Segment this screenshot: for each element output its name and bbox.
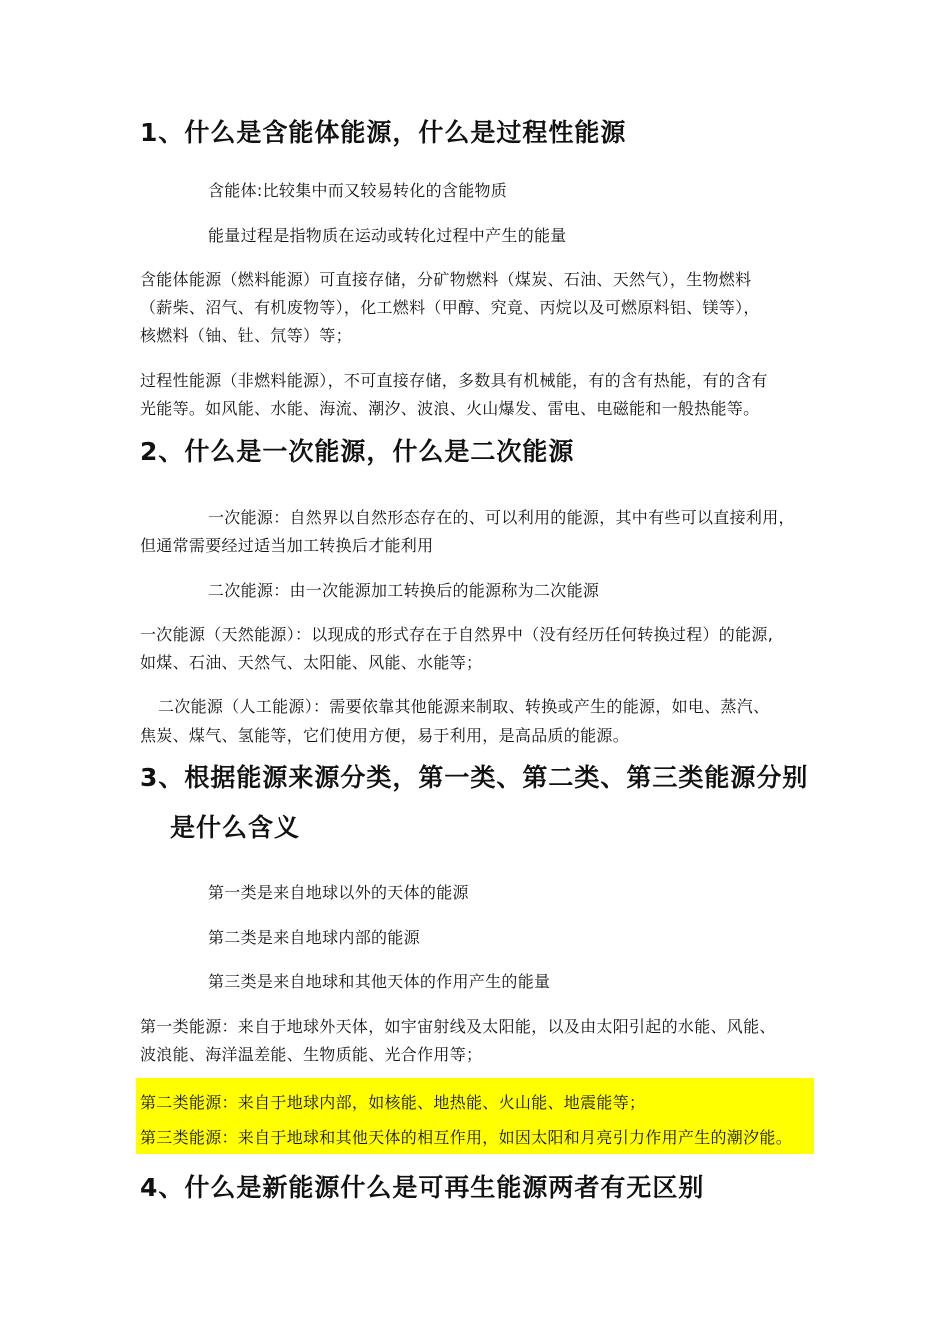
text-line: 焦炭、煤气、氢能等，它们使用方便，易于利用，是高品质的能源。 (140, 726, 630, 745)
text-line: 一次能源：自然界以自然形态存在的、可以利用的能源，其中有些可以直接利用， (208, 508, 795, 527)
section-3-heading: 3、根据能源来源分类，第一类、第二类、第三类能源分别 (140, 763, 809, 792)
section-2-heading: 2、什么是一次能源，什么是二次能源 (140, 437, 575, 466)
text-line: 第一类能源：来自于地球外天体，如宇宙射线及太阳能，以及由太阳引起的水能、风能、 (140, 1017, 776, 1036)
section-4-heading: 4、什么是新能源什么是可再生能源两者有无区别 (140, 1173, 705, 1202)
text-line: 二次能源（人工能源）：需要依靠其他能源来制取、转换或产生的能源，如电、蒸汽、 (158, 697, 770, 716)
text-line: 第一类是来自地球以外的天体的能源 (208, 883, 469, 902)
highlighted-text-line: 第三类能源：来自于地球和其他天体的相互作用，如因太阳和月亮引力作用产生的潮汐能。 (140, 1128, 793, 1147)
text-line: 第二类是来自地球内部的能源 (208, 928, 420, 947)
text-line: 含能体:比较集中而又较易转化的含能物质 (208, 181, 508, 200)
text-line: 含能体能源（燃料能源）可直接存储，分矿物燃料（煤炭、石油、天然气），生物燃料 (140, 270, 752, 289)
text-line: 第三类是来自地球和其他天体的作用产生的能量 (208, 972, 551, 991)
text-line: 如煤、石油、天然气、太阳能、风能、水能等； (140, 653, 483, 672)
text-line: 过程性能源（非燃料能源），不可直接存储，多数具有机械能，有的含有热能，有的含有 (140, 371, 768, 390)
highlighted-text-line: 第二类能源：来自于地球内部，如核能、地热能、火山能、地震能等； (140, 1093, 646, 1112)
section-3-heading-continued: 是什么含义 (170, 813, 301, 842)
text-line: （薪柴、沼气、有机废物等），化工燃料（甲醇、究竟、丙烷以及可燃原料铝、镁等）， (140, 298, 760, 317)
text-line: 光能等。如风能、水能、海流、潮汐、波浪、火山爆发、雷电、电磁能和一般热能等。 (140, 399, 760, 418)
text-line: 一次能源（天然能源）：以现成的形式存在于自然界中（没有经历任何转换过程）的能源, (140, 625, 774, 644)
text-line: 但通常需要经过适当加工转换后才能利用 (140, 536, 434, 555)
section-1-heading: 1、什么是含能体能源，什么是过程性能源 (140, 118, 627, 147)
text-line: 二次能源：由一次能源加工转换后的能源称为二次能源 (208, 581, 600, 600)
text-line: 能量过程是指物质在运动或转化过程中产生的能量 (208, 226, 567, 245)
text-line: 波浪能、海洋温差能、生物质能、光合作用等； (140, 1045, 483, 1064)
text-line: 核燃料（铀、钍、氘等）等； (140, 326, 352, 345)
